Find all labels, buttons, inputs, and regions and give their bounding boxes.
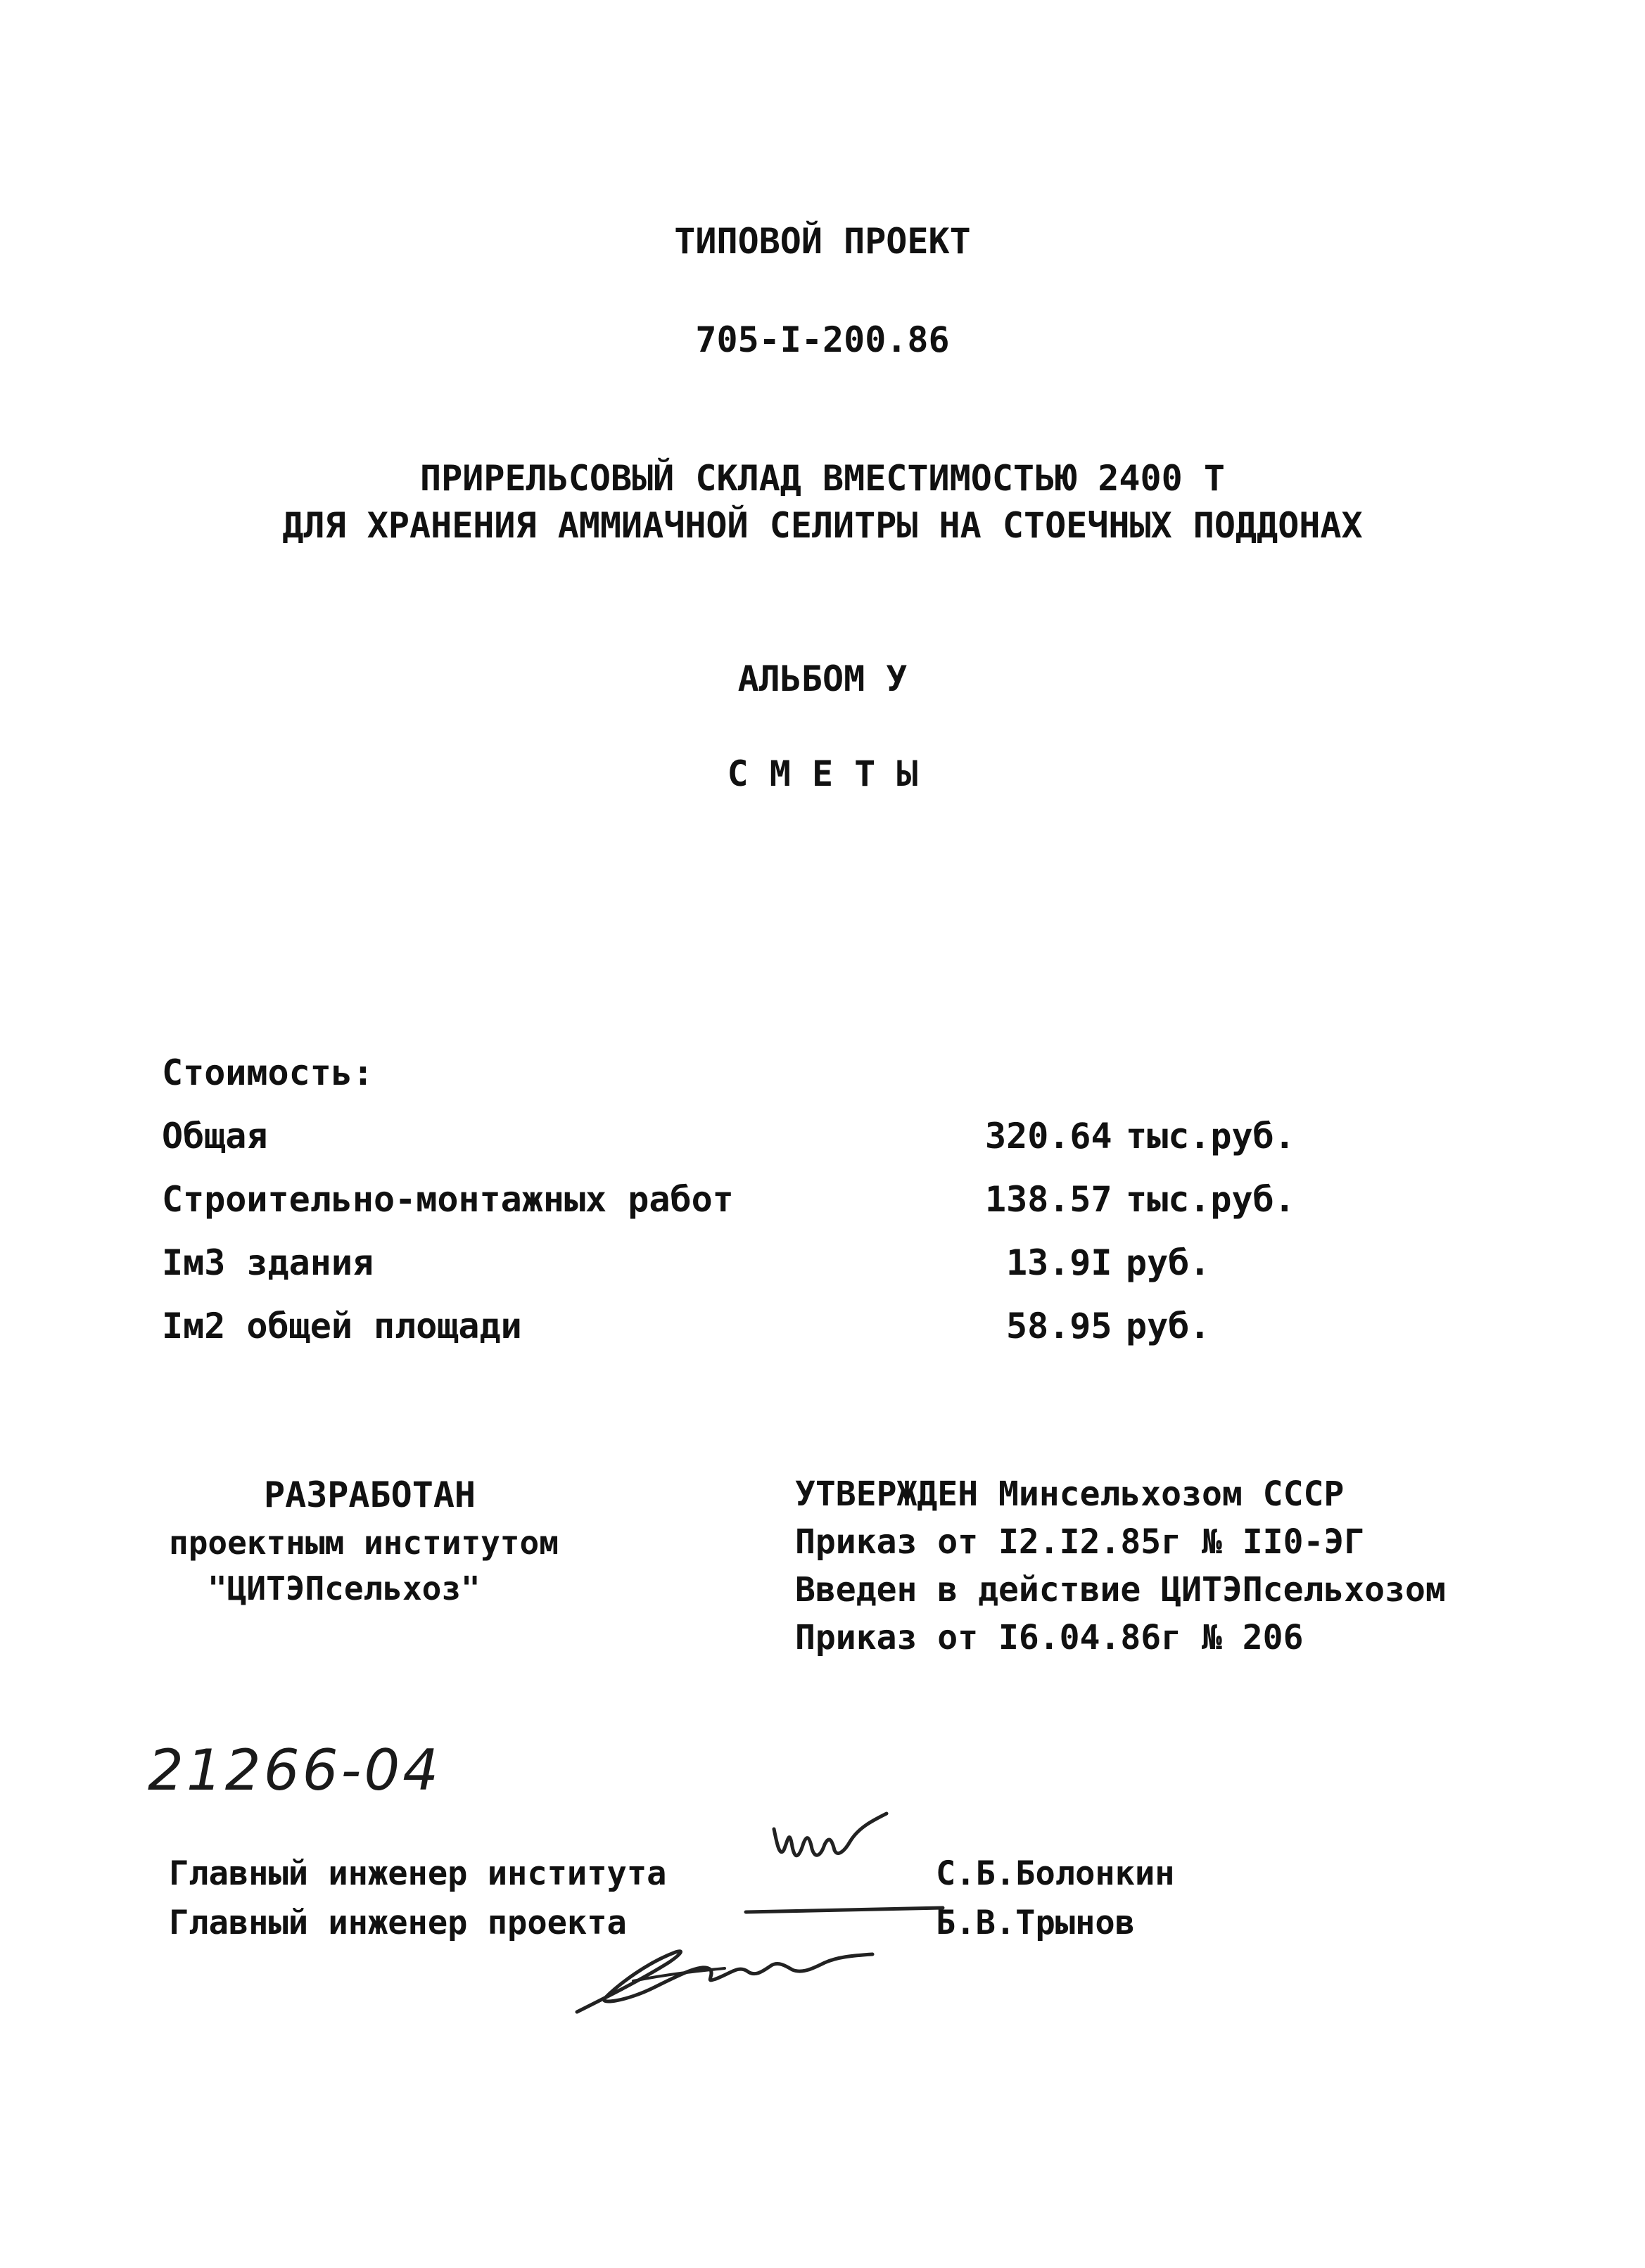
developed-institute-line: проектным институтом [169,1524,559,1562]
section-label: С М Е Т Ы [727,753,918,794]
cost-value-per-m2: 58.95 [1006,1306,1112,1346]
cost-label-construction: Строительно-монтажных работ [162,1179,734,1220]
project-title-line-1: ПРИРЕЛЬСОВЫЙ СКЛАД ВМЕСТИМОСТЬЮ 2400 Т [420,458,1225,499]
approved-order-2: Приказ от I6.04.86г № 206 [795,1618,1304,1657]
album-label: АЛЬБОМ У [737,658,908,699]
signature-name-project: Б.В.Трынов [936,1904,1135,1942]
cost-value-total: 320.64 [985,1116,1112,1157]
approved-heading: УТВЕРЖДЕН Минсельхозом СССР [795,1474,1345,1514]
approved-enacted: Введен в действие ЦИТЭПсельхозом [795,1570,1446,1610]
cost-label-per-m2: Iм2 общей площади [162,1306,522,1346]
signature-role-project: Главный инженер проекта [169,1904,627,1942]
cost-unit-per-m3: руб. [1126,1242,1211,1283]
handwritten-number: 21266-04 [148,1738,442,1803]
cost-value-per-m3: 13.9I [1006,1242,1112,1283]
cost-label-per-m3: Iм3 здания [162,1242,374,1283]
signature-name-institute: С.Б.Болонкин [936,1854,1175,1893]
signature-mark-institute [767,1808,936,1885]
approved-order-1: Приказ от I2.I2.85г № II0-ЭГ [795,1522,1365,1562]
cost-unit-per-m2: руб. [1126,1306,1211,1346]
cost-label-total: Общая [162,1116,268,1157]
project-title-line-2: ДЛЯ ХРАНЕНИЯ АММИАЧНОЙ СЕЛИТРЫ НА СТОЕЧНЫХ ПОДДОНАХ [282,505,1363,546]
project-number: 705-I-200.86 [695,319,950,360]
cost-heading: Стоимость: [162,1052,374,1093]
developed-heading: РАЗРАБОТАН [264,1474,476,1515]
developed-institute-name: "ЦИТЭПсельхоз" [208,1569,481,1607]
cost-unit-total: тыс.руб. [1126,1116,1295,1157]
cost-unit-construction: тыс.руб. [1126,1179,1295,1220]
project-type: ТИПОВОЙ ПРОЕКТ [674,221,971,262]
cost-value-construction: 138.57 [985,1179,1112,1220]
signature-role-institute: Главный инженер института [169,1854,667,1893]
signature-mark-project [563,1913,887,2026]
